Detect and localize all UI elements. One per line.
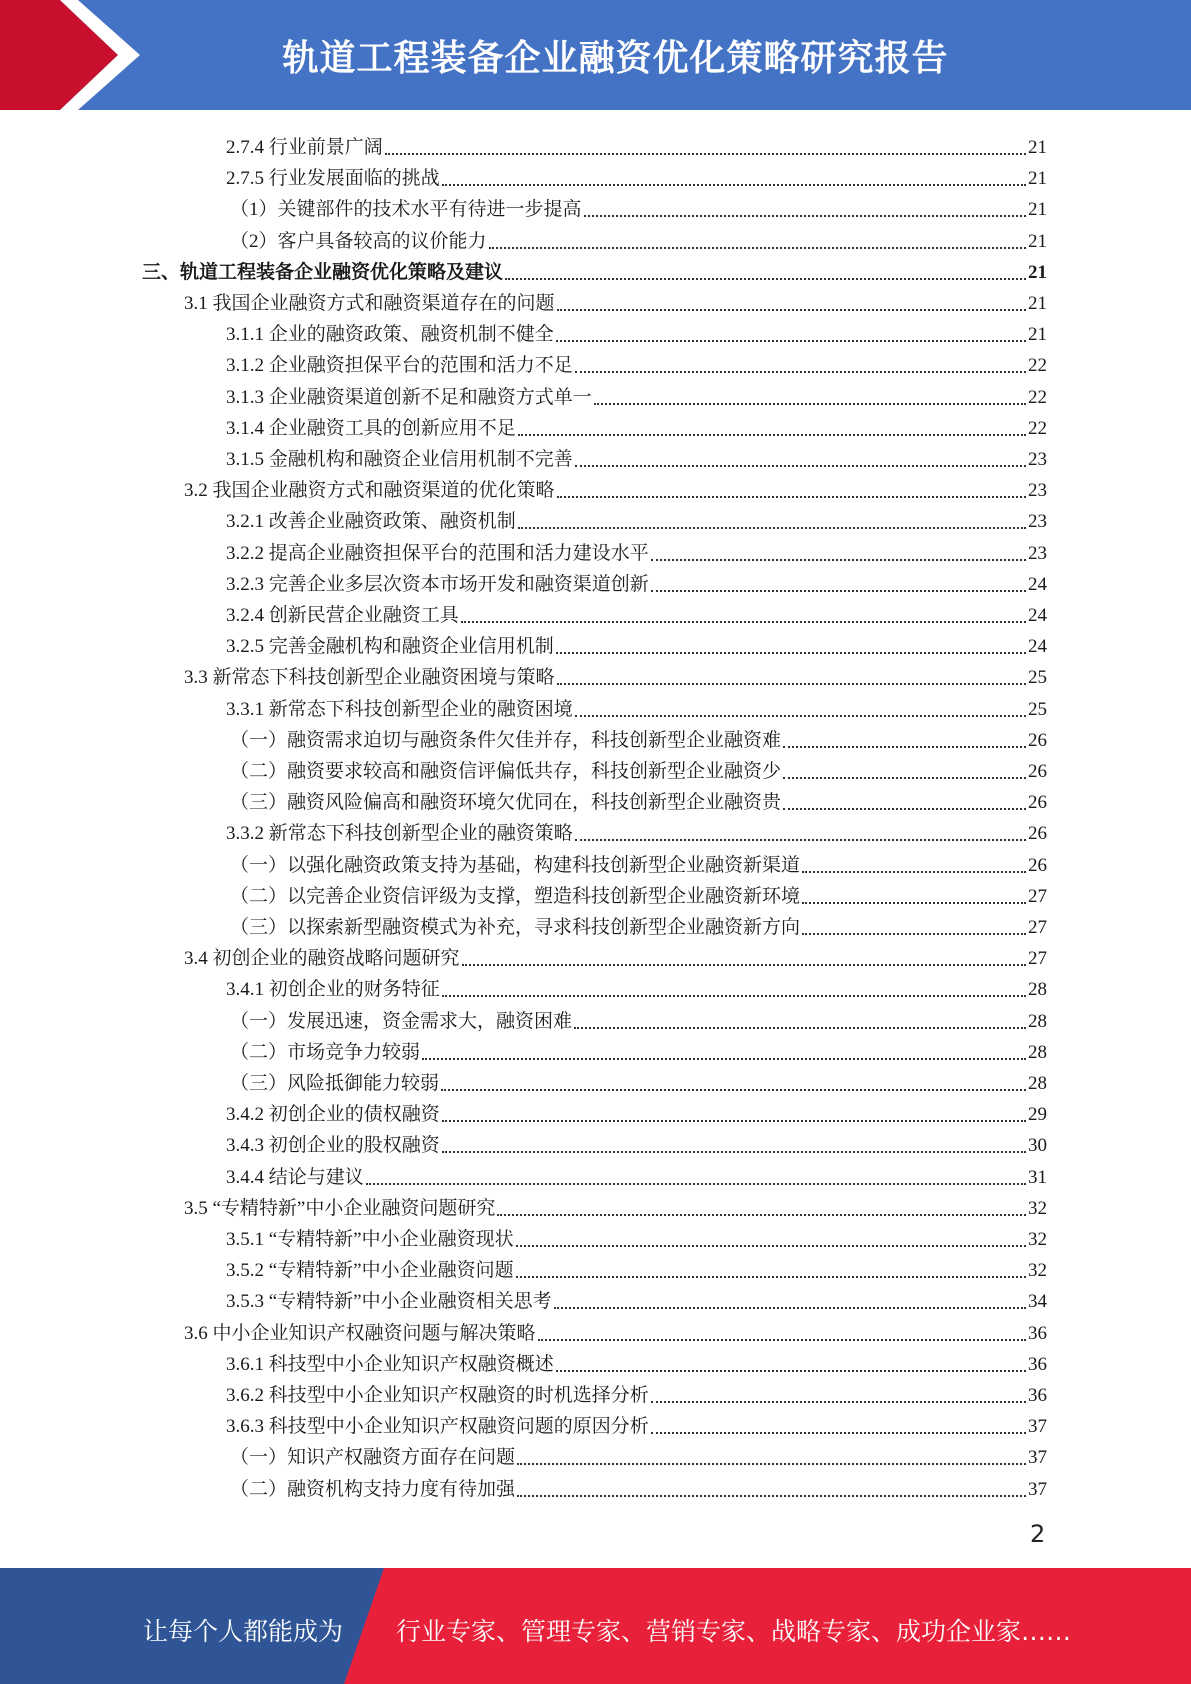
- toc-entry-page: 26: [1028, 761, 1047, 782]
- toc-entry-page: 37: [1028, 1416, 1047, 1438]
- toc-entry-label: 3.3 新常态下科技创新型企业融资困境与策略: [184, 667, 555, 689]
- toc-leader-dots: [802, 902, 1026, 904]
- toc-leader-dots: [556, 1370, 1026, 1372]
- toc-entry[interactable]: [226, 440, 1047, 471]
- footer-slogan-right: 行业专家、管理专家、营销专家、战略专家、成功企业家……: [396, 1617, 1072, 1646]
- toc-entry-page: 24: [1028, 573, 1047, 595]
- toc-entry-label: 3.1.3 企业融资渠道创新不足和融资方式单一: [226, 386, 592, 408]
- toc-entry-label: 3.2.2 提高企业融资担保平台的范围和活力建设水平: [226, 542, 649, 564]
- toc-leader-dots: [517, 1495, 1026, 1497]
- toc-entry[interactable]: [226, 346, 1047, 377]
- toc-leader-dots: [538, 1339, 1026, 1341]
- toc-entry-label: 3.2.3 完善企业多层次资本市场开发和融资渠道创新: [226, 573, 649, 595]
- toc-entry-page: 32: [1028, 1229, 1047, 1250]
- toc-leader-dots: [557, 309, 1026, 311]
- toc-leader-dots: [442, 1151, 1026, 1153]
- toc-entry[interactable]: [226, 534, 1047, 565]
- toc-leader-dots: [575, 839, 1026, 841]
- toc-entry[interactable]: [184, 471, 1047, 502]
- toc-entry-label: 三、轨道工程装备企业融资优化策略及建议: [142, 261, 504, 283]
- toc-entry-label: 3.1.2 企业融资担保平台的范围和活力不足: [226, 355, 573, 377]
- toc-leader-dots: [651, 559, 1026, 561]
- toc-entry-page: 27: [1028, 917, 1047, 938]
- toc-entry[interactable]: [230, 1470, 1047, 1501]
- toc-entry[interactable]: [230, 877, 1047, 908]
- toc-leader-dots: [422, 1058, 1026, 1060]
- toc-leader-dots: [556, 340, 1026, 342]
- toc-entry[interactable]: [184, 284, 1047, 315]
- toc-entry[interactable]: [226, 627, 1047, 658]
- toc-entry-label: 3.5.3 “专精特新”中小企业融资相关思考: [226, 1291, 552, 1313]
- toc-entry-label: 3.6.2 科技型中小企业知识产权融资的时机选择分析: [226, 1385, 649, 1406]
- toc-leader-dots: [575, 371, 1026, 373]
- toc-leader-dots: [462, 964, 1026, 966]
- toc-entry-page: 36: [1028, 1385, 1047, 1406]
- toc-entry[interactable]: [184, 1314, 1047, 1345]
- toc-entry-label: （二）融资要求较高和融资信评偏低共存，科技创新型企业融资少: [230, 761, 782, 782]
- toc-entry-page: 22: [1028, 355, 1047, 377]
- toc-entry[interactable]: [226, 1095, 1047, 1126]
- toc-entry-label: （三）风险抵御能力较弱: [230, 1073, 440, 1094]
- toc-entry-page: 27: [1028, 948, 1047, 970]
- toc-entry-page: 25: [1028, 667, 1047, 689]
- toc-entry-label: （一）知识产权融资方面存在问题: [230, 1447, 516, 1469]
- toc-entry-label: 3.2.5 完善金融机构和融资企业信用机制: [226, 636, 554, 658]
- toc-leader-dots: [783, 777, 1026, 779]
- toc-entry-page: 21: [1028, 168, 1047, 190]
- toc-entry[interactable]: [184, 1189, 1047, 1220]
- toc-entry[interactable]: [226, 596, 1047, 627]
- toc-entry-page: 36: [1028, 1322, 1047, 1344]
- toc-entry[interactable]: [226, 690, 1047, 721]
- toc-entry[interactable]: [230, 1064, 1047, 1095]
- toc-entry[interactable]: [226, 565, 1047, 596]
- toc-entry[interactable]: [184, 658, 1047, 689]
- toc-entry-label: 3.1.4 企业融资工具的创新应用不足: [226, 417, 516, 439]
- toc-entry-label: 3.5.1 “专精特新”中小企业融资现状: [226, 1229, 514, 1250]
- toc-leader-dots: [497, 1214, 1026, 1216]
- toc-entry-page: 21: [1028, 199, 1047, 221]
- toc-entry-label: 3.4.1 初创企业的财务特征: [226, 979, 440, 1001]
- toc-entry-page: 28: [1028, 1073, 1047, 1094]
- toc-entry-label: 3.2.1 改善企业融资政策、融资机制: [226, 511, 516, 533]
- toc-entry-label: 3.4 初创企业的融资战略问题研究: [184, 948, 460, 970]
- toc-entry[interactable]: [226, 970, 1047, 1001]
- toc-leader-dots: [651, 1401, 1026, 1403]
- toc-entry-page: 28: [1028, 1041, 1047, 1063]
- toc-entry[interactable]: [226, 1282, 1047, 1313]
- toc-entry[interactable]: [226, 159, 1047, 190]
- toc-leader-dots: [575, 715, 1026, 717]
- toc-entry-label: （一）融资需求迫切与融资条件欠佳并存，科技创新型企业融资难: [230, 729, 782, 751]
- toc-entry-page: 25: [1028, 698, 1047, 720]
- toc-entry[interactable]: [226, 814, 1047, 845]
- toc-entry[interactable]: [226, 1251, 1047, 1282]
- page-number: 2: [1030, 1520, 1046, 1548]
- toc-entry-page: 24: [1028, 605, 1047, 626]
- toc-entry[interactable]: [230, 1438, 1047, 1469]
- toc-entry-label: 2.7.4 行业前景广阔: [226, 137, 383, 158]
- toc-entry[interactable]: [230, 190, 1047, 221]
- toc-entry[interactable]: [226, 409, 1047, 440]
- toc-entry-label: 3.3.2 新常态下科技创新型企业的融资策略: [226, 823, 573, 845]
- toc-leader-dots: [574, 1027, 1026, 1029]
- toc-entry[interactable]: [230, 721, 1047, 752]
- toc-leader-dots: [516, 1245, 1026, 1247]
- toc-leader-dots: [385, 153, 1026, 155]
- toc-entry[interactable]: [226, 128, 1047, 159]
- toc-entry-label: （三）以探索新型融资模式为补充，寻求科技创新型企业融资新方向: [230, 917, 801, 938]
- toc-leader-dots: [802, 871, 1026, 873]
- toc-leader-dots: [575, 465, 1026, 467]
- toc-entry-page: 26: [1028, 854, 1047, 876]
- toc-entry-label: 3.1.5 金融机构和融资企业信用机制不完善: [226, 449, 573, 470]
- toc-entry-label: 2.7.5 行业发展面临的挑战: [226, 168, 440, 190]
- toc-entry[interactable]: [226, 378, 1047, 409]
- toc-entry-page: 28: [1028, 979, 1047, 1001]
- toc-entry-page: 30: [1028, 1135, 1047, 1157]
- toc-leader-dots: [651, 1432, 1026, 1434]
- toc-leader-dots: [442, 184, 1026, 186]
- toc-leader-dots: [442, 1120, 1026, 1122]
- toc-entry-page: 26: [1028, 792, 1047, 814]
- toc-leader-dots: [516, 1276, 1026, 1278]
- toc-entry-label: （二）以完善企业资信评级为支撑，塑造科技创新型企业融资新环境: [230, 885, 801, 907]
- toc-entry-page: 22: [1028, 417, 1047, 439]
- toc-entry-label: 3.3.1 新常态下科技创新型企业的融资困境: [226, 698, 573, 720]
- toc-entry-label: 3.1 我国企业融资方式和融资渠道存在的问题: [184, 293, 555, 314]
- toc-entry-label: 3.5 “专精特新”中小企业融资问题研究: [184, 1197, 496, 1219]
- toc-entry-page: 27: [1028, 885, 1047, 907]
- toc-leader-dots: [651, 590, 1026, 592]
- toc-leader-dots: [517, 1463, 1026, 1465]
- toc-entry[interactable]: [230, 1033, 1047, 1064]
- toc-leader-dots: [594, 403, 1026, 405]
- toc-leader-dots: [442, 995, 1026, 997]
- toc-entry[interactable]: [226, 502, 1047, 533]
- toc-leader-dots: [518, 527, 1026, 529]
- toc-leader-dots: [518, 434, 1026, 436]
- toc-entry-page: 21: [1028, 293, 1047, 314]
- toc-entry[interactable]: [226, 1407, 1047, 1438]
- toc-entry-page: 32: [1028, 1197, 1047, 1219]
- toc-leader-dots: [554, 1307, 1026, 1309]
- toc-leader-dots: [441, 1089, 1026, 1091]
- toc-entry-label: 3.4.2 初创企业的债权融资: [226, 1104, 440, 1126]
- toc-entry[interactable]: [226, 1158, 1047, 1189]
- toc-leader-dots: [584, 215, 1026, 217]
- toc-entry-label: 3.4.4 结论与建议: [226, 1166, 364, 1188]
- footer-slogan-left: 让每个人都能成为: [143, 1617, 344, 1646]
- toc-leader-dots: [489, 247, 1026, 249]
- toc-entry-label: 3.2.4 创新民营企业融资工具: [226, 605, 459, 626]
- toc-entry-label: （2）客户具备较高的议价能力: [230, 230, 487, 252]
- toc-entry[interactable]: [226, 315, 1047, 346]
- toc-entry-label: 3.4.3 初创企业的股权融资: [226, 1135, 440, 1157]
- toc-entry-page: 23: [1028, 449, 1047, 470]
- toc-entry[interactable]: [226, 1345, 1047, 1376]
- toc-leader-dots: [556, 652, 1026, 654]
- toc-entry[interactable]: [226, 1126, 1047, 1157]
- toc-leader-dots: [505, 278, 1026, 280]
- toc-entry[interactable]: [226, 1376, 1047, 1407]
- toc-entry[interactable]: [230, 222, 1047, 253]
- toc-entry[interactable]: [142, 253, 1047, 284]
- toc-entry-page: 23: [1028, 542, 1047, 564]
- toc-leader-dots: [557, 496, 1026, 498]
- toc-entry[interactable]: [230, 1002, 1047, 1033]
- toc-entry-page: 21: [1028, 324, 1047, 346]
- toc-entry[interactable]: [226, 1220, 1047, 1251]
- toc-entry-page: 23: [1028, 511, 1047, 533]
- toc-entry-page: 26: [1028, 823, 1047, 845]
- toc-entry-label: （二）融资机构支持力度有待加强: [230, 1478, 516, 1500]
- toc-entry-page: 37: [1028, 1478, 1047, 1500]
- toc-entry-page: 21: [1028, 230, 1047, 252]
- toc-entry-label: （三）融资风险偏高和融资环境欠优同在，科技创新型企业融资贵: [230, 792, 782, 814]
- toc-leader-dots: [783, 746, 1026, 748]
- header-bar: [0, 0, 1191, 110]
- document-title: 轨道工程装备企业融资优化策略研究报告: [282, 38, 949, 79]
- toc-leader-dots: [366, 1183, 1026, 1185]
- toc-entry-label: （一）以强化融资政策支持为基础，构建科技创新型企业融资新渠道: [230, 854, 801, 876]
- toc-leader-dots: [802, 933, 1026, 935]
- toc-entry-page: 34: [1028, 1291, 1047, 1313]
- toc-entry[interactable]: [230, 752, 1047, 783]
- toc-entry-page: 29: [1028, 1104, 1047, 1126]
- toc-entry-page: 24: [1028, 636, 1047, 658]
- toc-entry[interactable]: [230, 846, 1047, 877]
- toc-entry[interactable]: [184, 939, 1047, 970]
- toc-entry[interactable]: [230, 783, 1047, 814]
- toc-entry-label: 3.2 我国企业融资方式和融资渠道的优化策略: [184, 480, 555, 502]
- toc-entry-page: 21: [1028, 261, 1047, 283]
- toc-leader-dots: [557, 683, 1026, 685]
- toc-leader-dots: [783, 808, 1026, 810]
- toc-entry-label: （1）关键部件的技术水平有待进一步提高: [230, 199, 582, 221]
- toc-entry-page: 36: [1028, 1353, 1047, 1375]
- toc-entry-page: 37: [1028, 1447, 1047, 1469]
- toc-entry-label: 3.1.1 企业的融资政策、融资机制不健全: [226, 324, 554, 346]
- toc-entry-page: 22: [1028, 386, 1047, 408]
- toc-entry-label: （一）发展迅速，资金需求大，融资困难: [230, 1010, 573, 1032]
- toc-entry-label: 3.6.3 科技型中小企业知识产权融资问题的原因分析: [226, 1416, 649, 1438]
- toc-entry-page: 28: [1028, 1010, 1047, 1032]
- toc-entry-label: 3.5.2 “专精特新”中小企业融资问题: [226, 1260, 514, 1282]
- toc-entry-page: 32: [1028, 1260, 1047, 1282]
- toc-entry-page: 21: [1028, 137, 1047, 158]
- toc-entry-page: 23: [1028, 480, 1047, 502]
- toc-entry-label: 3.6 中小企业知识产权融资问题与解决策略: [184, 1322, 536, 1344]
- toc-entry[interactable]: [230, 908, 1047, 939]
- toc-entry-page: 31: [1028, 1166, 1047, 1188]
- toc-entry-label: （二）市场竞争力较弱: [230, 1041, 421, 1063]
- toc-entry-label: 3.6.1 科技型中小企业知识产权融资概述: [226, 1353, 554, 1375]
- toc-leader-dots: [461, 621, 1026, 623]
- toc-entry-page: 26: [1028, 729, 1047, 751]
